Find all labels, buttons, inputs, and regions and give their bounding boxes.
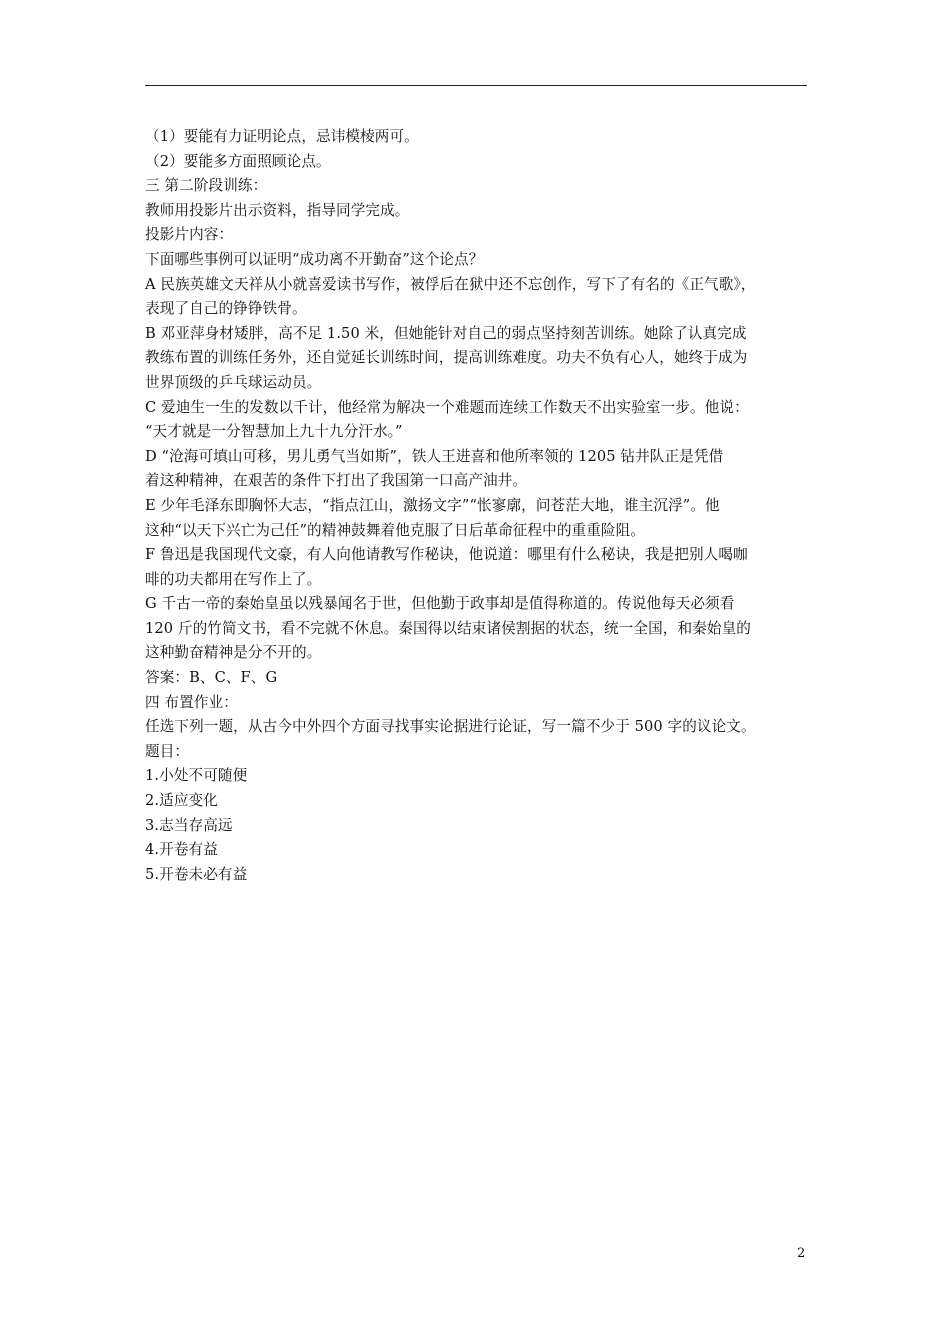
list-item: 3.志当存高远 <box>145 816 233 834</box>
text-line: E 少年毛泽东即胸怀大志，“指点江山，激扬文字”“怅寥廓，问苍茫大地，谁主沉浮”。他 <box>145 496 720 514</box>
text-line: “天才就是一分智慧加上九十九分汗水。” <box>145 423 403 441</box>
text-line: F 鲁迅是我国现代文豪，有人向他请教写作秘诀，他说道：哪里有什么秘诀，我是把别人喝咖 <box>145 546 748 564</box>
document-body <box>145 125 813 887</box>
text-line: 表现了自己的铮铮铁骨。 <box>145 300 307 318</box>
text-line: 120 斤的竹简文书，看不完就不休息。秦国得以结束诸侯割据的状态，统一全国，和秦始皇的 <box>145 619 751 637</box>
text-line: 教师用投影片出示资料，指导同学完成。 <box>145 201 410 219</box>
list-item: 4.开卷有益 <box>145 841 218 859</box>
text-line: 这种勤奋精神是分不开的。 <box>145 644 322 662</box>
list-item: 2.适应变化 <box>145 792 218 810</box>
header-rule <box>145 85 807 86</box>
text-line: 教练布置的训练任务外，还自觉延长训练时间，提高训练难度。功夫不负有心人，她终于成为 <box>145 349 748 367</box>
text-line: C 爱迪生一生的发数以千计，他经常为解决一个难题而连续工作数天不出实验室一步。他说： <box>145 398 749 416</box>
text-line: B 邓亚萍身材矮胖，高不足 1.50 米，但她能针对自己的弱点坚持刻苦训练。她除了认真完成 <box>145 324 747 342</box>
page-number: 2 <box>797 1246 806 1261</box>
text-line: 着这种精神，在艰苦的条件下打出了我国第一口高产油井。 <box>145 472 528 490</box>
list-item: 5.开卷未必有益 <box>145 865 248 883</box>
text-line: 题目： <box>145 742 190 760</box>
text-line: D “沧海可填山可移，男儿勇气当如斯”，铁人王进喜和他所率领的 1205 钻井队正是凭借 <box>145 447 724 465</box>
question-line: 下面哪些事例可以证明“成功离不开勤奋”这个论点？ <box>145 250 484 268</box>
text-line: （2）要能多方面照顾论点。 <box>145 152 331 170</box>
text-line: （1）要能有力证明论点，忌讳模棱两可。 <box>145 128 419 145</box>
text-line: A 民族英雄文天祥从小就喜爱读书写作，被俘后在狱中还不忘创作，写下了有名的《正气歌》， <box>145 275 756 293</box>
list-item: 1.小处不可随便 <box>145 767 248 785</box>
text-line: 啡的功夫都用在写作上了。 <box>145 570 322 588</box>
text-line: G 千古一帝的秦始皇虽以残暴闻名于世，但他勤于政事却是值得称道的。传说他每天必须看 <box>145 595 735 613</box>
text-line: 这种“以天下兴亡为己任”的精神鼓舞着他克服了日后革命征程中的重重险阻。 <box>145 521 646 539</box>
text-line: 投影片内容： <box>145 226 234 244</box>
text-line: 世界顶级的乒乓球运动员。 <box>145 373 322 391</box>
answer-line: 答案：B、C、F、G <box>145 669 278 687</box>
section-heading: 四 布置作业： <box>145 693 238 711</box>
text-line: 任选下列一题，从古今中外四个方面寻找事实论据进行论证，写一篇不少于 500 字的议论文。 <box>145 718 756 736</box>
section-heading: 三 第二阶段训练： <box>145 177 268 195</box>
